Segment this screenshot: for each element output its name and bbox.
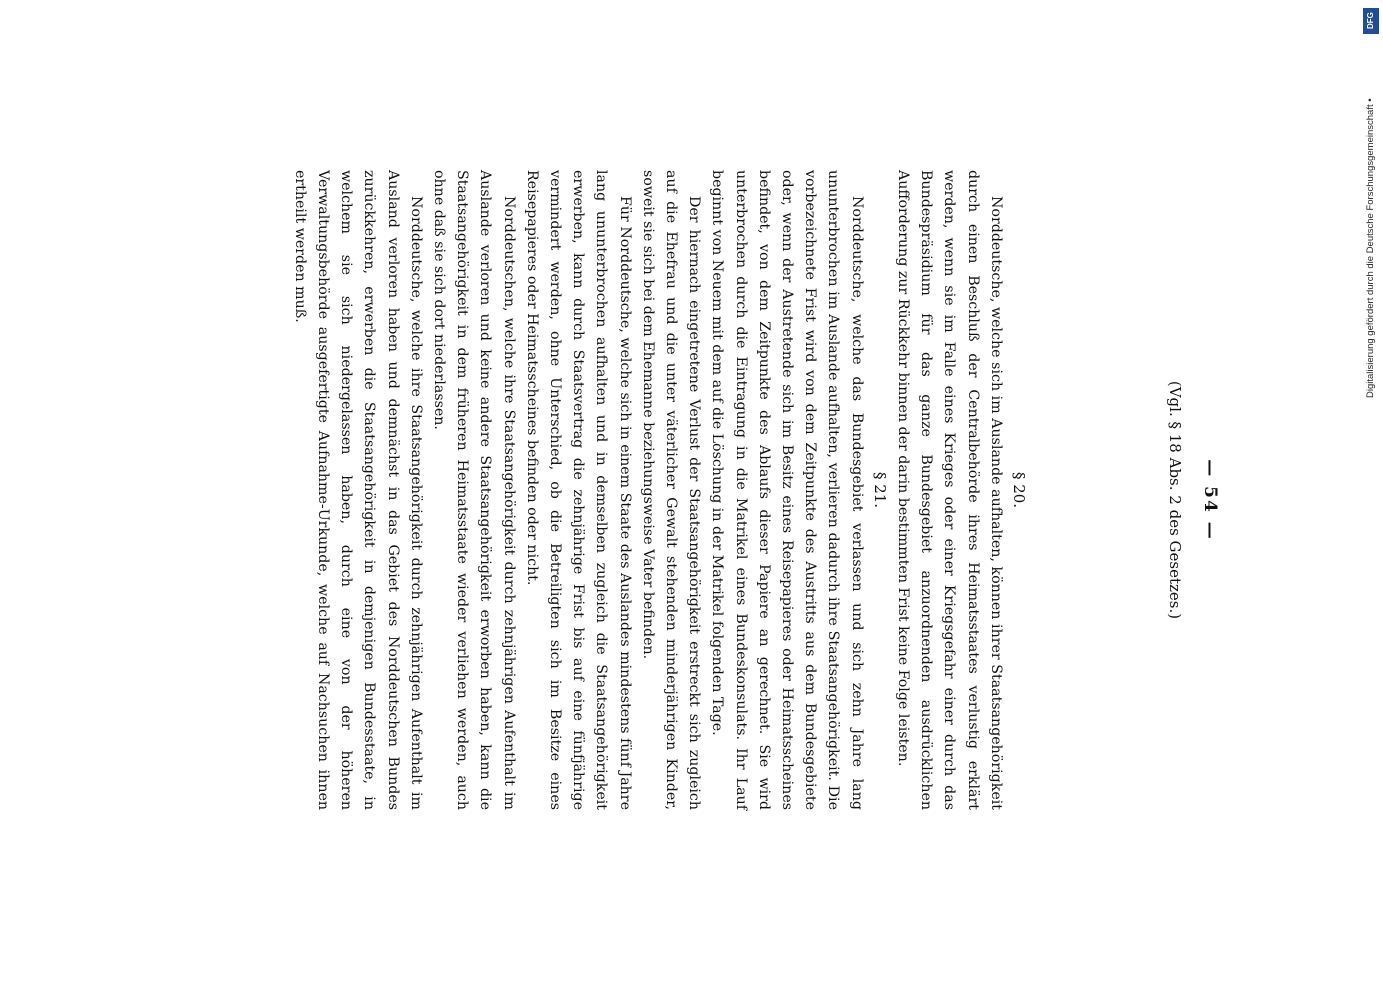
page-number: — 54 — — [1200, 459, 1220, 541]
paragraph: Norddeutsche, welche ihre Staatsangehörigkeit durch zehnjährigen Aufenthalt im Ausland verloren haben und demnächst in das Gebiet des Norddeutschen Bundes zurückkehren, erwerben die Staatsangehörigkeit in demjenigen Bundesstaate, in welchem sie sich niedergelassen haben, durch eine von der höheren Verwaltungsbehörde ausgefertigte Aufnahme-Urkunde, welche auf Nachsuchen ihnen ertheilt werden muß. — [291, 170, 424, 810]
paragraph: Norddeutsche, welche das Bundesgebiet verlassen und sich zehn Jahre lang ununterbrochen im Auslande aufhalten, verlieren dadurch ihre Staatsangehörigkeit. Die vorbezeichnete Frist wird von dem Zeitpunkte des Austritts aus dem Bundesgebiete oder, wenn der Austretende sich im Besitz eines Reisepapieres oder Heimatsscheines befindet, von dem Zeitpunkte des Ablaufs dieser Papiere an gerechnet. Sie wird unterbrochen durch die Eintragung in die Matrikel eines Bundeskonsulats. Ihr Lauf beginnt von Neuem mit dem auf die Löschung in der Matrikel folgenden Tage. — [709, 170, 865, 810]
law-reference: (Vgl. § 18 Abs. 2 des Gesetzes.) — [1166, 380, 1184, 620]
digitization-credit — [1360, 8, 1382, 398]
section-heading-20: § 20. — [1010, 471, 1028, 509]
section-heading-21: § 21. — [870, 471, 889, 509]
rotated-scan — [150, 160, 1230, 840]
credit-text: Digitalisierung gefördert durch die Deutsche Forschungsgemeinschaft • — [1365, 98, 1376, 398]
paragraph: Für Norddeutsche, welche sich in einem Staate des Auslandes mindestens fünf Jahre lang ununterbrochen aufhalten und in demselben zugleich die Staatsangehörigkeit erwerben, kann durch Staatsvertrag die zehnjährige Frist bis auf eine fünfjährige vermindert werden, ohne Unterschied, ob die Betreiligten sich im Besitze eines Reisepapieres oder Heimatsscheines befinden oder nicht. — [523, 170, 633, 810]
paragraph: Der hiernach eingetretene Verlust der Staatsangehörigkeit erstreckt sich zugleich auf die Ehefrau und die unter väterlicher Gewalt stehenden minderjährigen Kinder, soweit sie sich bei dem Ehemanne beziehungsweise Vater befinden. — [639, 170, 703, 810]
body-text — [288, 170, 1031, 810]
paragraph: Norddeutsche, welche sich im Auslande aufhalten, können ihrer Staatsangehörigkeit durch einen Beschluß der Centralbehörde ihres Heimatsstaates verlustig erklärt werden, wenn sie im Falle eines Krieges oder einer Kriegsgefahr einer durch das Bundespräsidium für das ganze Bundesgebiet anzuordnenden ausdrücklichen Aufforderung zur Rückkehr binnen der darin bestimmten Frist keine Folge leisten. — [894, 170, 1004, 810]
dfg-logo: DFG — [1363, 8, 1379, 34]
paragraph: Norddeutschen, welche ihre Staatsangehörigkeit durch zehnjährigen Aufenthalt im Auslande verloren und keine andere Staatsangehörigkeit erworben haben, kann die Staatsangehörigkeit in dem früheren Heimatsstaate wieder verliehen werden, auch ohne daß sie sich dort niederlassen. — [430, 170, 517, 810]
